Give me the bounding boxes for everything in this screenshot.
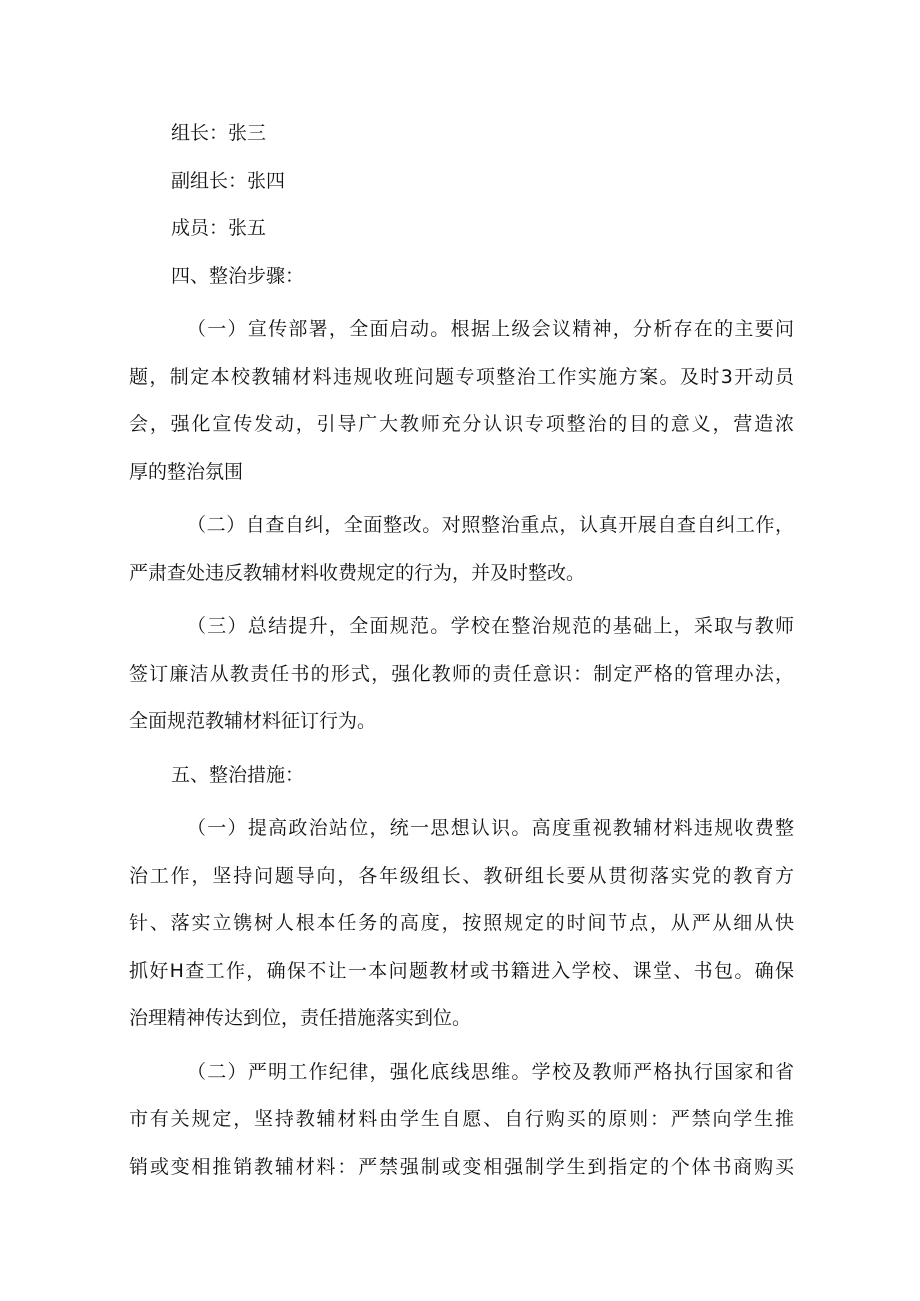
paragraph-line: 题，制定本校教辅材料违规收班问题专项整治工作实施方案。及时3开动员 [129, 365, 794, 388]
paragraph-line: （一）宣传部署，全面启动。根据上级会议精神，分析存在的主要问 [187, 318, 794, 340]
paragraph-line: 销或变相推销教辅材料：严禁强制或变相强制学生到指定的个体书商购买 [129, 1155, 794, 1178]
paragraph-line: 治理精神传达到位，责任措施落实到位。 [129, 1007, 472, 1029]
paragraph-line: 市有关规定，坚持教辅材料由学生自愿、自行购买的原则：严禁向学生推 [129, 1108, 794, 1130]
document-body [129, 110, 794, 1191]
paragraph-line: 全面规范教辅材料征订行为。 [129, 710, 377, 732]
leader-line: 组长：张三 [171, 122, 267, 144]
section-heading-steps: 四、整治步骤： [171, 264, 305, 287]
paragraph-line: （三）总结提升，全面规范。学校在整治规范的基础上，采取与教师 [187, 615, 794, 637]
paragraph-line: 签订廉洁从教责任书的形式，强化教师的责任意识：制定严格的管理办法， [129, 662, 794, 685]
paragraph-line: 会，强化宣传发动，引导广大教师充分认识专项整治的目的意义，营造浓 [129, 413, 794, 435]
paragraph-line: （二）严明工作纪律，强化底线思维。学校及教师严格执行国家和省 [187, 1060, 794, 1083]
paragraph-line: （一）提高政治站位，统一思想认识。高度重视教辅材料违规收费整 [187, 817, 794, 839]
section-heading-measures: 五、整治措施： [171, 763, 305, 786]
paragraph-line: 针、落实立镌树人根本任务的高度，按照规定的时间节点，从严从细从快 [129, 912, 794, 934]
paragraph-line: 严肃查处违反教辅材料收费规定的行为，并及时整改。 [129, 561, 586, 584]
paragraph-line: 抓好H查工作，确保不让一本问题教材或书籍进入学校、课堂、书包。确保 [129, 959, 794, 982]
paragraph-line: 厚的整治氛围 [129, 460, 244, 483]
members-line: 成员：张五 [171, 217, 267, 239]
deputy-leader-line: 副组长：张四 [171, 169, 286, 192]
paragraph-line: 治工作，坚持问题导向，各年级组长、教研组长要从贯彻落实党的教育方 [129, 864, 794, 887]
paragraph-line: （二）自查自纠，全面整改。对照整治重点，认真开展自查自纠工作， [187, 514, 794, 536]
